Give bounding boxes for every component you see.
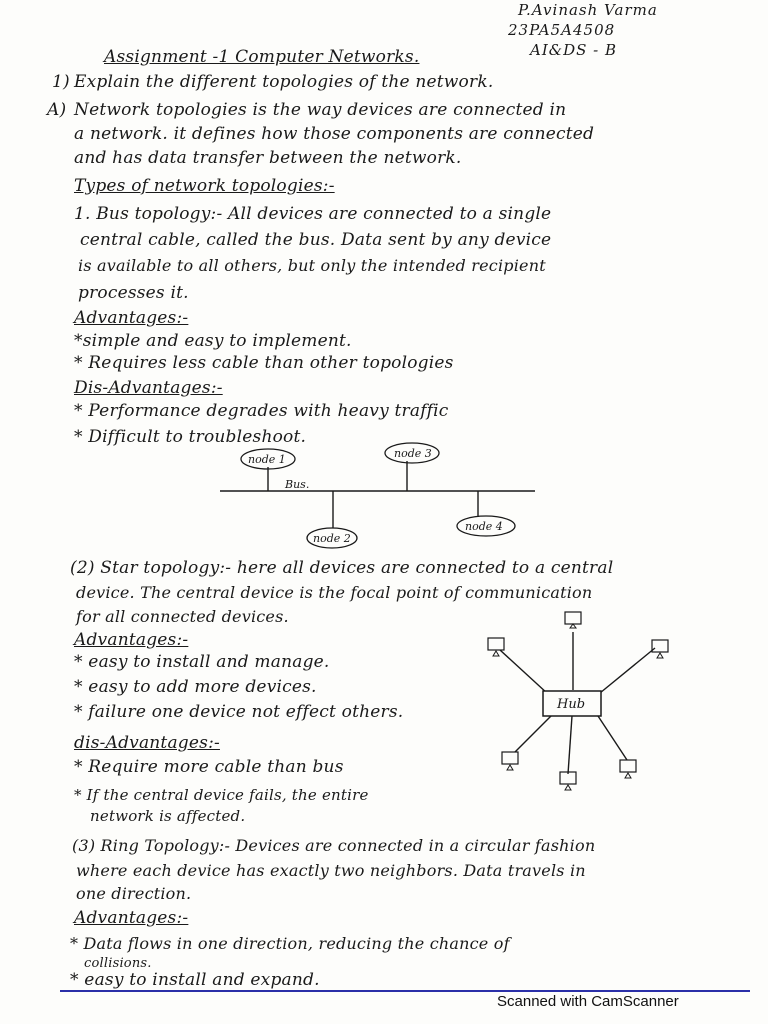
- ring-text-line: where each device has exactly two neighbors. Data travels in: [76, 861, 586, 880]
- bus-advantage-item: *simple and easy to implement.: [74, 331, 352, 351]
- section-label: AI&DS - B: [530, 41, 618, 59]
- ring-advantage-item: * easy to install and expand.: [70, 970, 320, 990]
- computer-icon: [565, 612, 581, 628]
- computer-icon: [620, 760, 636, 778]
- bus-text-line: is available to all others, but only the intended recipient: [78, 256, 546, 275]
- bus-text-line: central cable, called the bus. Data sent by any device: [80, 230, 552, 250]
- types-heading: Types of network topologies:-: [74, 176, 335, 196]
- star-link: [515, 716, 551, 752]
- scanner-watermark: Scanned with CamScanner: [497, 993, 679, 1010]
- bus-advantages-heading: Advantages:-: [74, 308, 189, 328]
- roll-number: 23PA5A4508: [508, 21, 616, 39]
- computer-icon: [488, 638, 504, 656]
- bus-node-label: node 2: [313, 532, 351, 545]
- ring-text-line: (3) Ring Topology:- Devices are connected in a circular fashion: [72, 836, 596, 855]
- footer-divider: [60, 990, 750, 992]
- bus-label: Bus.: [285, 478, 310, 491]
- bus-text-line: 1. Bus topology:- All devices are connected to a single: [74, 204, 552, 224]
- computer-icon: [560, 772, 576, 790]
- computer-icon: [502, 752, 518, 770]
- star-text-line: for all connected devices.: [76, 607, 289, 626]
- bus-node-label: node 3: [394, 447, 432, 460]
- bus-node-label: node 4: [465, 520, 503, 533]
- star-disadvantage-item: network is affected.: [90, 807, 246, 825]
- star-link: [568, 716, 572, 774]
- bus-disadvantage-item: * Performance degrades with heavy traffic: [74, 401, 449, 421]
- author-name: P.Avinash Varma: [518, 1, 658, 19]
- ring-advantage-item: collisions.: [84, 956, 152, 971]
- answer-line: and has data transfer between the network.: [74, 148, 462, 168]
- bus-advantage-item: * Requires less cable than other topologies: [74, 353, 454, 373]
- assignment-title: Assignment -1 Computer Networks.: [104, 47, 420, 67]
- hub-label: Hub: [557, 697, 586, 712]
- answer-line: a network. it defines how those components are connected: [74, 124, 595, 144]
- star-disadvantage-item: * If the central device fails, the entire: [74, 786, 369, 804]
- bus-disadvantage-item: * Difficult to troubleshoot.: [74, 427, 307, 447]
- star-link: [600, 648, 655, 693]
- answer-line: Network topologies is the way devices are connected in: [74, 100, 567, 120]
- answer-marker: A): [47, 100, 67, 120]
- bus-node-label: node 1: [248, 453, 286, 466]
- star-advantage-item: * failure one device not effect others.: [74, 702, 404, 722]
- star-advantage-item: * easy to add more devices.: [74, 677, 317, 697]
- star-text-line: device. The central device is the focal point of communication: [76, 583, 593, 602]
- star-advantage-item: * easy to install and manage.: [74, 652, 330, 672]
- ring-text-line: one direction.: [76, 884, 192, 903]
- star-link: [598, 716, 627, 760]
- question-text: Explain the different topologies of the network.: [74, 72, 494, 92]
- ring-advantage-item: * Data flows in one direction, reducing the chance of: [70, 934, 510, 953]
- bus-text-line: processes it.: [78, 283, 189, 303]
- star-disadvantages-heading: dis-Advantages:-: [74, 733, 220, 753]
- question-number: 1): [52, 72, 70, 92]
- star-text-line: (2) Star topology:- here all devices are connected to a central: [70, 558, 614, 578]
- ring-advantages-heading: Advantages:-: [74, 908, 189, 928]
- bus-disadvantages-heading: Dis-Advantages:-: [74, 378, 223, 398]
- star-link: [500, 650, 548, 694]
- star-disadvantage-item: * Require more cable than bus: [74, 757, 344, 777]
- star-advantages-heading: Advantages:-: [74, 630, 189, 650]
